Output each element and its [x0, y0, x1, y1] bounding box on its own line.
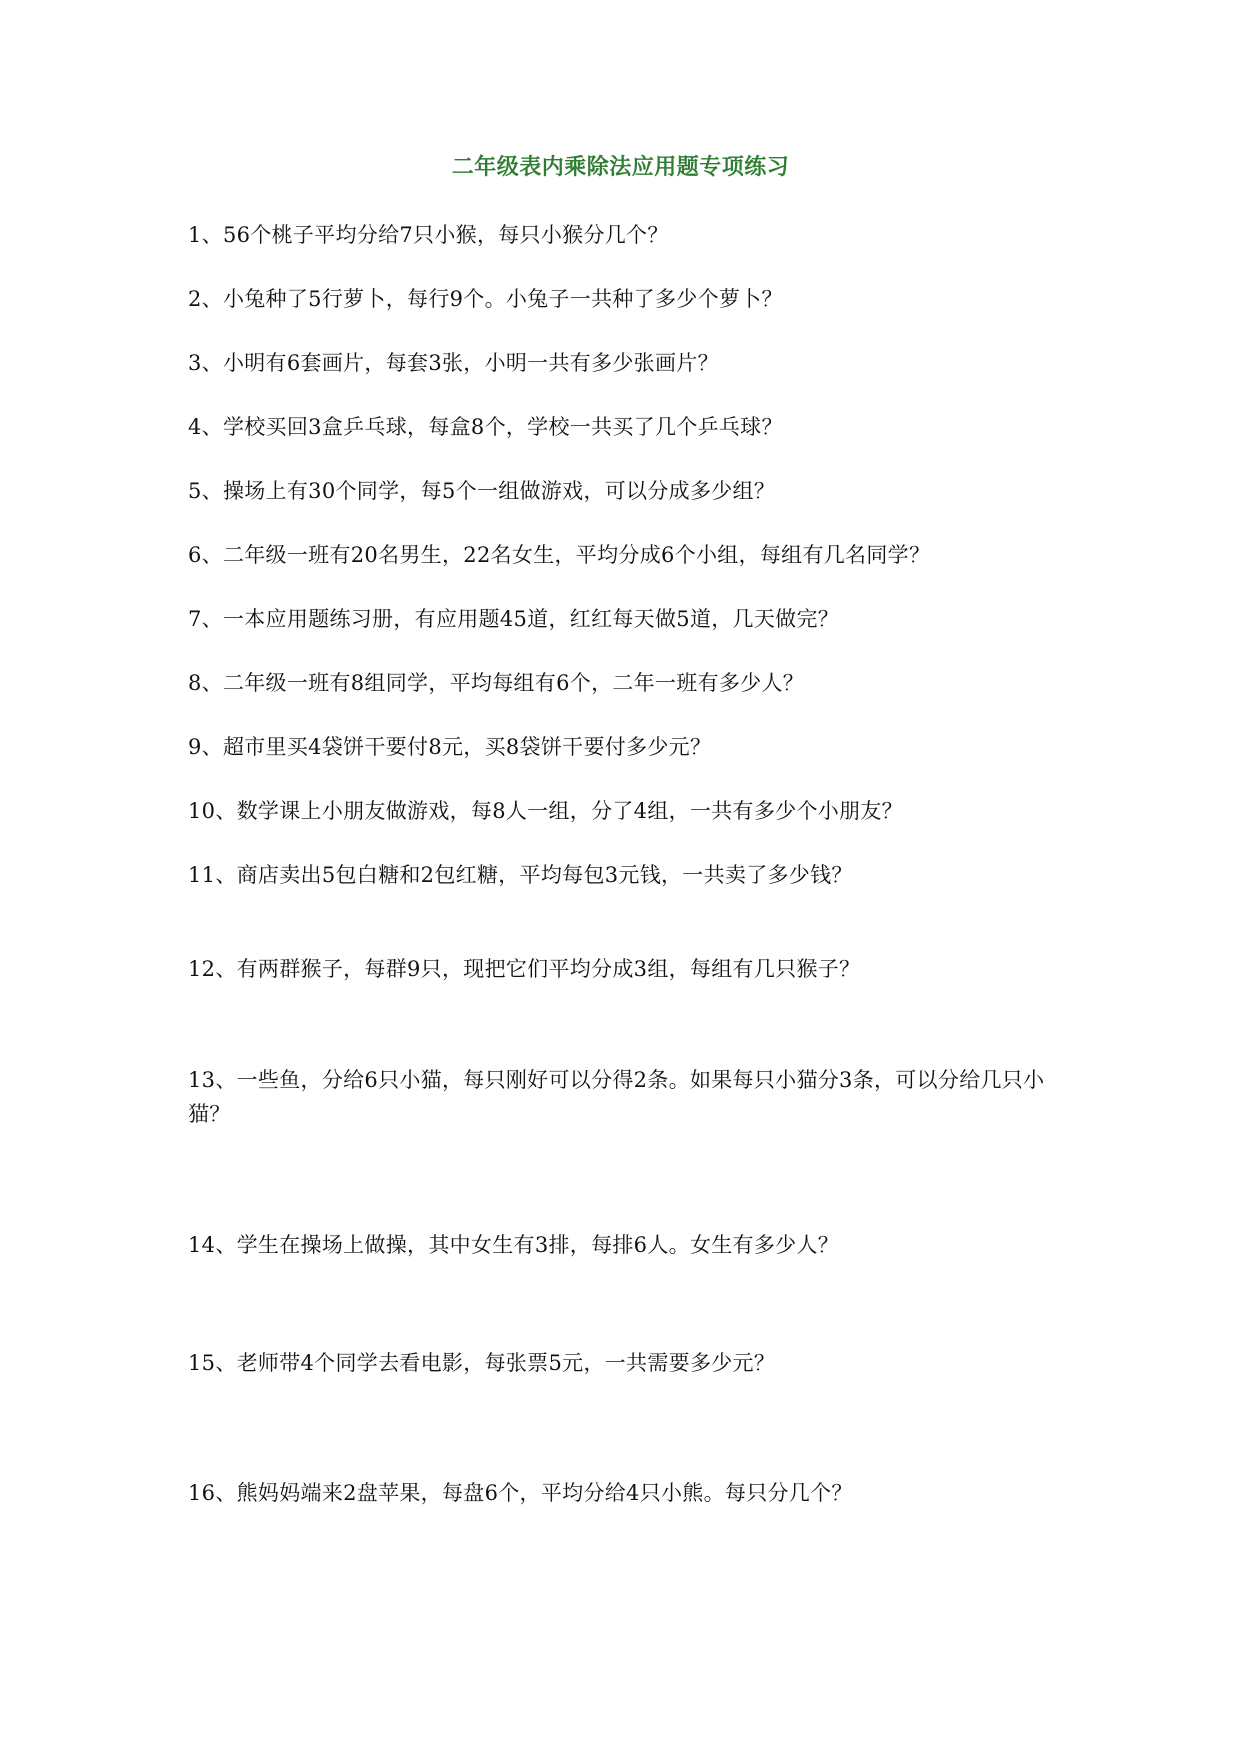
question-3: 3、小明有6套画片，每套3张，小明一共有多少张画片？	[188, 351, 719, 375]
question-13: 13、一些鱼，分给6只小猫，每只刚好可以分得2条。如果每只小猫分3条，可以分给几只小猫？	[188, 1068, 1045, 1126]
question-4: 4、学校买回3盒乒乓球，每盒8个，学校一共买了几个乒乓球？	[188, 415, 783, 439]
question-5: 5、操场上有30个同学，每5个一组做游戏，可以分成多少组？	[188, 479, 776, 503]
question-15: 15、老师带4个同学去看电影，每张票5元，一共需要多少元？	[188, 1351, 776, 1375]
question-1: 1、56个桃子平均分给7只小猴，每只小猴分几个？	[188, 223, 669, 247]
question-10: 10、数学课上小朋友做游戏，每8人一组，分了4组，一共有多少个小朋友？	[188, 799, 903, 823]
question-11: 11、商店卖出5包白糖和2包红糖，平均每包3元钱，一共卖了多少钱？	[188, 863, 853, 887]
question-8: 8、二年级一班有8组同学，平均每组有6个，二年一班有多少人？	[188, 671, 805, 695]
question-12: 12、有两群猴子，每群9只，现把它们平均分成3组，每组有几只猴子？	[188, 957, 861, 981]
question-6: 6、二年级一班有20名男生，22名女生，平均分成6个小组，每组有几名同学？	[188, 543, 931, 567]
question-7: 7、一本应用题练习册，有应用题45道，红红每天做5道，几天做完？	[188, 607, 840, 631]
question-16: 16、熊妈妈端来2盘苹果，每盘6个，平均分给4只小熊。每只分几个？	[188, 1481, 853, 1505]
question-14: 14、学生在操场上做操，其中女生有3排，每排6人。女生有多少人？	[188, 1233, 840, 1257]
document-title: 二年级表内乘除法应用题专项练习	[451, 154, 790, 180]
question-2: 2、小兔种了5行萝卜，每行9个。小兔子一共种了多少个萝卜？	[188, 287, 783, 311]
question-9: 9、超市里买4袋饼干要付8元，买8袋饼干要付多少元？	[188, 735, 712, 759]
